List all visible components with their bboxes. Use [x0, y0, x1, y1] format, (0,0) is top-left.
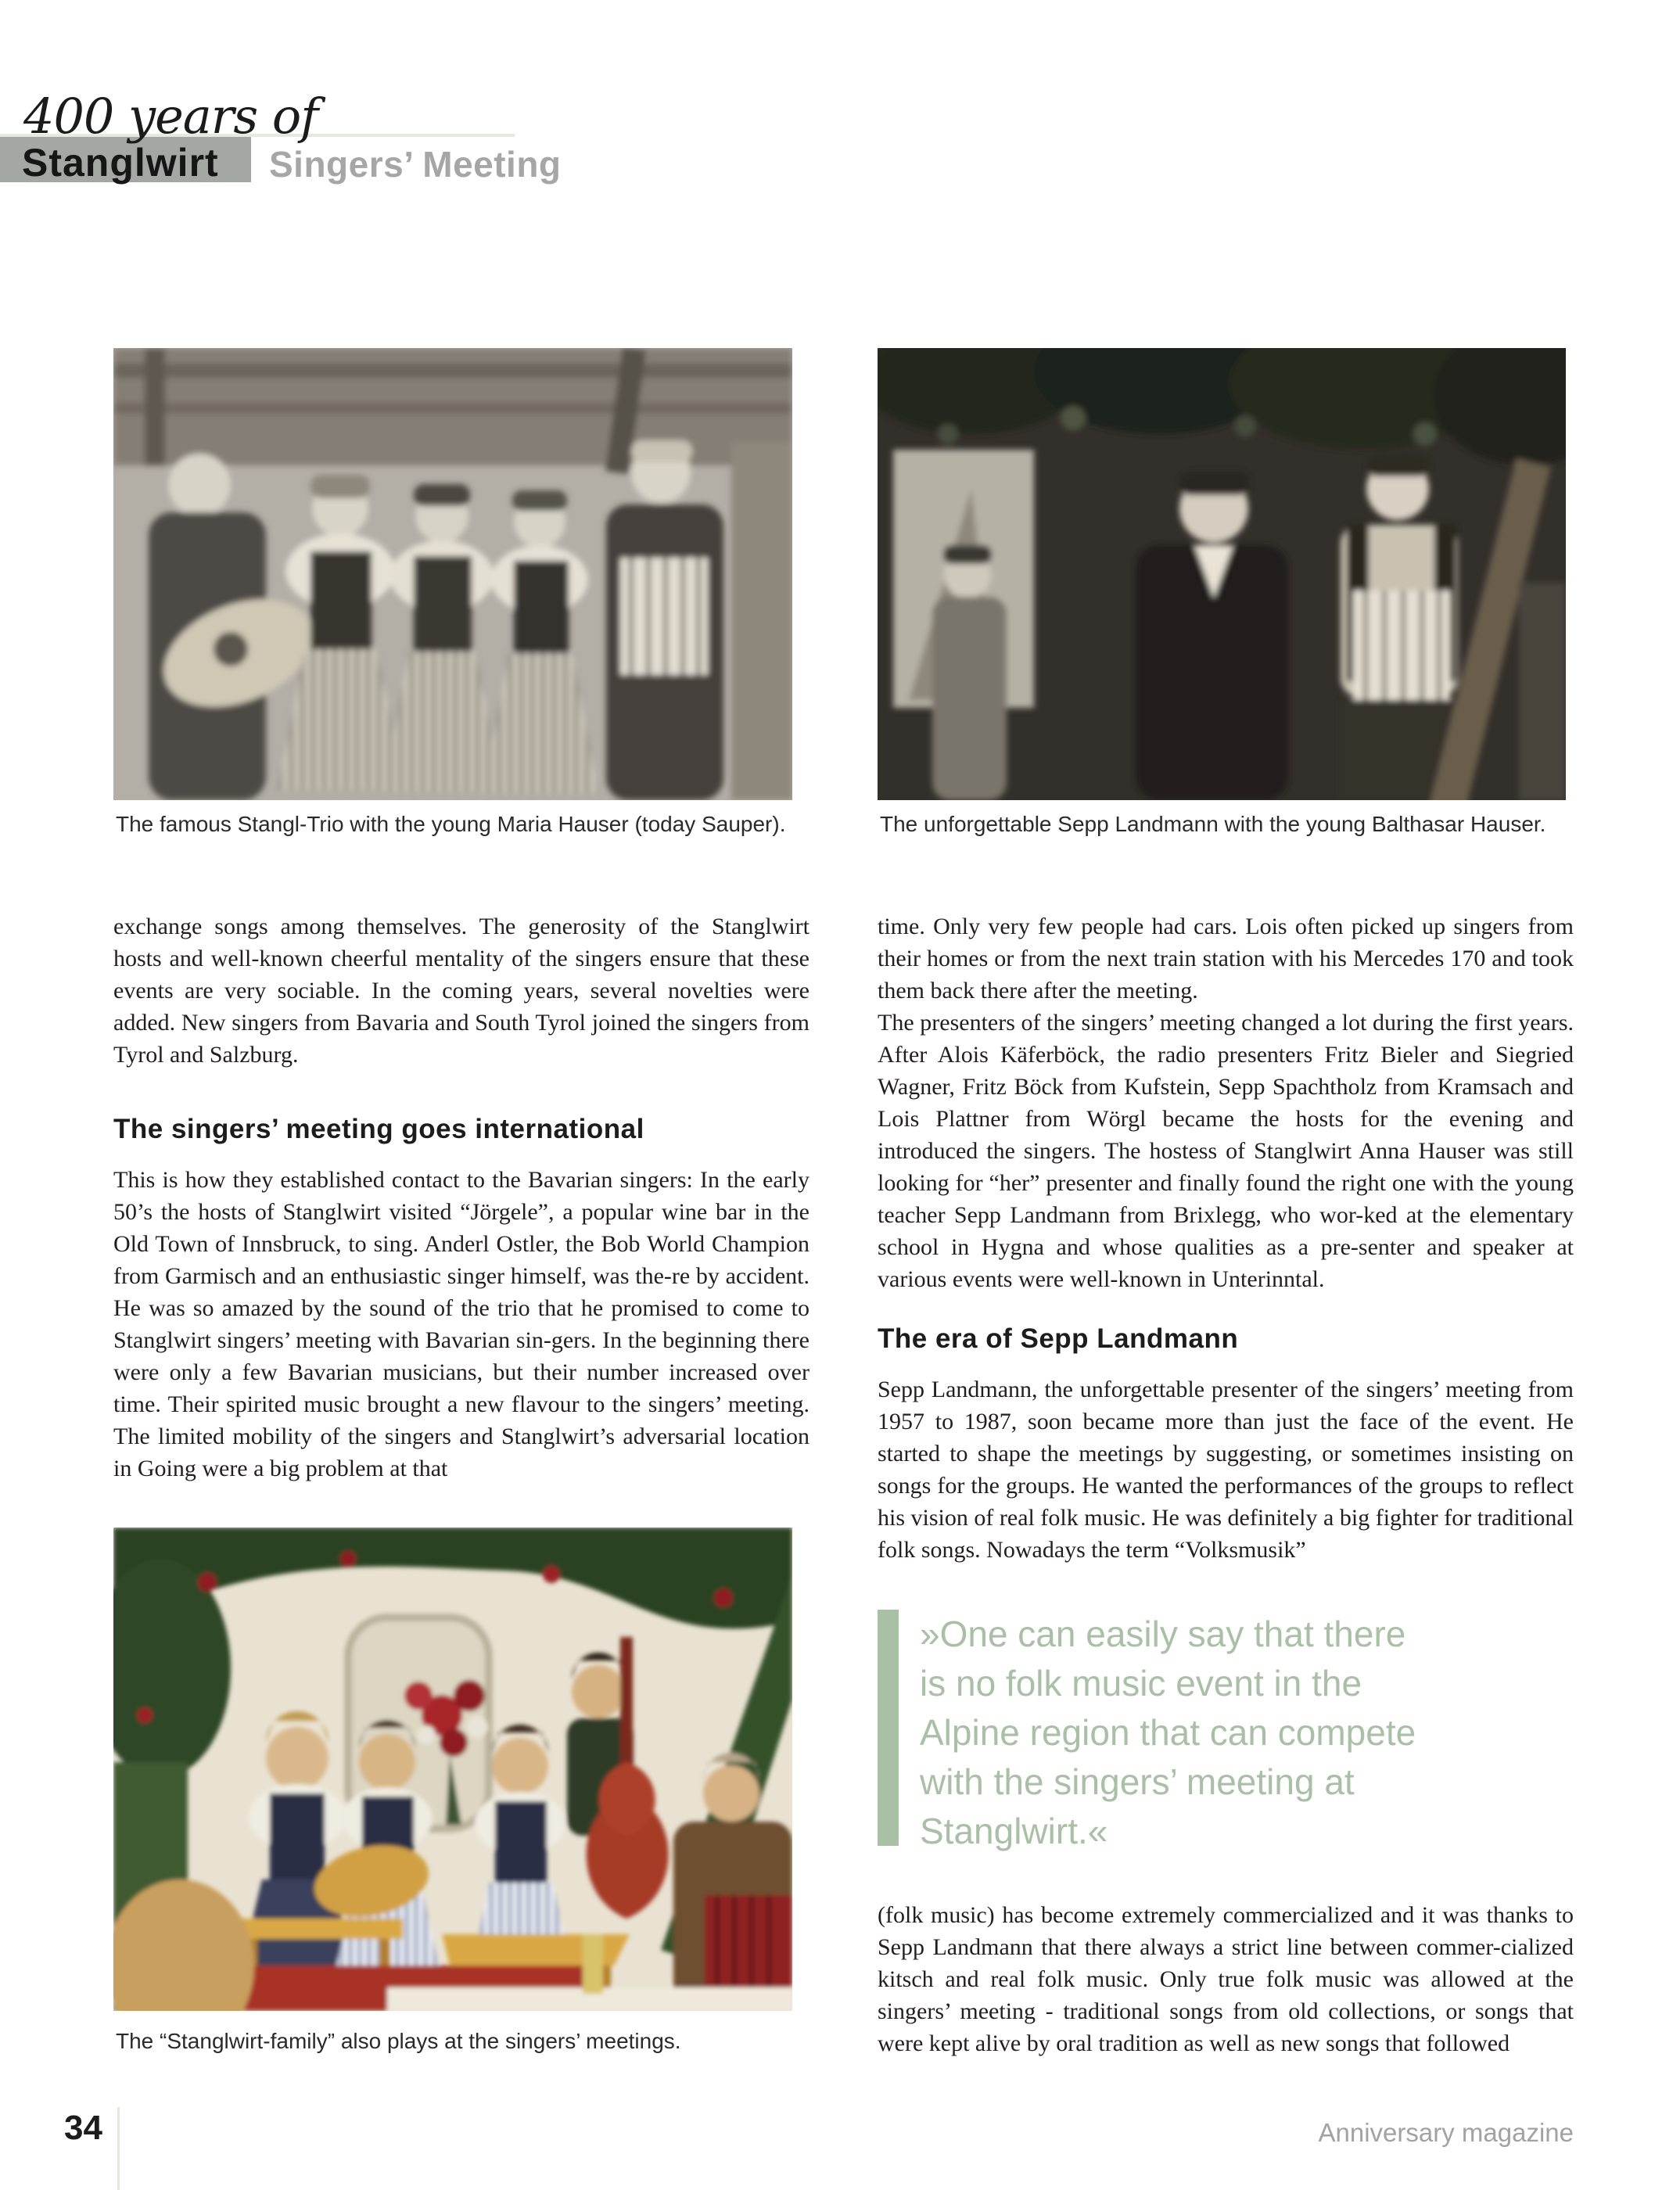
photo-stanglwirt-family-art: [113, 1528, 792, 2011]
left-paragraph-2: [113, 1164, 809, 1485]
pull-quote-text: »One can easily say that there is no folk music event in the Alpine region that can compete with the singers’ meeting at Stanglwirt.«: [920, 1614, 1416, 1851]
heading-goes-international: The singers’ meeting goes international: [113, 1114, 644, 1144]
right-paragraph-4: [878, 1899, 1574, 2059]
page-number: 34: [64, 2109, 102, 2147]
caption-sepp-landmann: The unforgettable Sepp Landmann with the young Balthasar Hauser.: [880, 812, 1546, 836]
left-paragraph-2-text: This is how they established contact to the Bavarian singers: In the early 50’s the hosts of Stanglwirt visited “Jörgele”, a popular wine bar in the Old Town of Innsbruck, to sing. Anderl Ostler, the Bob World Champion from Garmisch and an enthusiastic singer himself, was the-re by accident. He was so amazed by the sound of the trio that he promised to come to Stanglwirt singers’ meeting with Bavarian sin-gers. In the beginning there were only a few Bavarian musicians, but their number increased over time. Their spirited music brought a new flavour to the singers’ meeting. The limited mobility of the singers and Stanglwirt’s adversarial location in Going were a big problem at that: [113, 1167, 809, 1481]
photo-sepp-landmann: [878, 348, 1566, 800]
photo-stangl-trio: [113, 348, 792, 800]
footer-rule: [117, 2107, 120, 2190]
brand-name: Stanglwirt: [22, 141, 219, 185]
right-paragraph-3-text: Sepp Landmann, the unforgettable presenter of the singers’ meeting from 1957 to 1987, soon became more than just the face of the event. He started to shape the meetings by suggesting, or sometimes insisting on songs for the groups. He wanted the performances of the groups to reflect his vision of real folk music. He was definitely a big fighter for traditional folk songs. Nowadays the term “Volksmusik”: [878, 1377, 1574, 1563]
right-paragraphs-1-2: [878, 910, 1574, 1295]
left-paragraph-1: [113, 910, 809, 1071]
right-paragraph-4-text: (folk music) has become extremely commercialized and it was thanks to Sepp Landmann that there always a strict line between commer-cialized kitsch and real folk music. Only true folk music was allowed at the singers’ meeting - traditional songs from old collections, or songs that were kept alive by oral tradition as well as new songs that followed: [878, 1902, 1574, 2056]
right-paragraph-2-text: The presenters of the singers’ meeting changed a lot during the first years. After Alois Käferböck, the radio presenters Fritz Bieler and Siegried Wagner, Fritz Böck from Kufstein, Sepp Spachtholz from Kramsach and Lois Plattner from Wörgl became the hosts for the evening and introduced the singers. The hostess of Stanglwirt Anna Hauser was still looking for “her” presenter and finally found the right one with the young teacher Sepp Landmann from Brixlegg, who wor-ked at the elementary school in Hygna and whose qualities as a pre-senter and speaker at various events were well-known in Unterinntal.: [878, 1010, 1574, 1292]
photo-stanglwirt-family: [113, 1528, 792, 2011]
photo-sepp-landmann-art: [878, 348, 1566, 800]
caption-stangl-trio: The famous Stangl-Trio with the young Maria Hauser (today Sauper).: [116, 812, 786, 836]
trio-women: [278, 475, 598, 794]
photo-stangl-trio-art: [113, 348, 792, 800]
left-paragraph-1-text: exchange songs among themselves. The generosity of the Stanglwirt hosts and well-known cheerful mentality of the singers ensure that these events are very sociable. In the coming years, several novelties were added. New singers from Bavaria and South Tyrol joined the singers from Tyrol and Salzburg.: [113, 914, 809, 1068]
caption-stanglwirt-family: The “Stanglwirt-family” also plays at the singers’ meetings.: [116, 2029, 681, 2053]
section-title: Singers’ Meeting: [269, 144, 562, 185]
logo-script-title: 400 years of: [23, 88, 318, 145]
right-paragraph-3: [878, 1373, 1574, 1566]
pull-quote-bar: [878, 1610, 899, 1846]
heading-era-of-sepp-landmann: The era of Sepp Landmann: [878, 1323, 1239, 1354]
magazine-name: Anniversary magazine: [1318, 2118, 1574, 2147]
right-paragraph-1-text: time. Only very few people had cars. Lois often picked up singers from their homes or from the next train station with his Mercedes 170 and took them back there after the meeting.: [878, 914, 1574, 1003]
